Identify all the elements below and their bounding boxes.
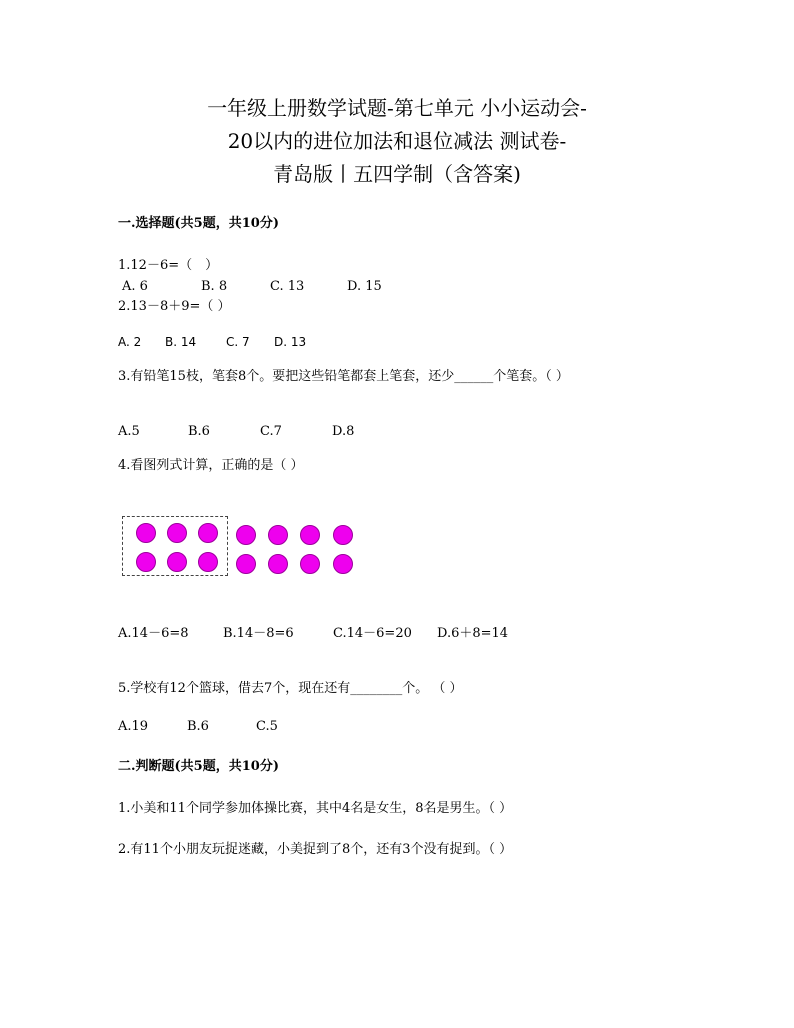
dot [198, 552, 218, 572]
dot [236, 525, 256, 545]
dot [167, 523, 187, 543]
dot-figure [122, 513, 362, 579]
option-a: A. 6 [122, 279, 148, 294]
option-b: B. 14 [165, 335, 197, 349]
option-c: C.7 [260, 424, 282, 439]
title-line-3: 青岛版丨五四学制（含答案) [273, 162, 521, 186]
title-line-2: 20以内的进位加法和退位减法 测试卷- [227, 129, 567, 153]
dot [300, 554, 320, 574]
option-c: C. 13 [270, 279, 305, 294]
option-a: A.19 [118, 719, 149, 734]
question-1-stem: 1.12－6=（ ） [118, 258, 219, 273]
dot [236, 554, 256, 574]
option-d: D.6＋8=14 [437, 626, 509, 641]
question-1-options [122, 279, 382, 295]
option-d: D. 15 [347, 279, 382, 294]
dot [167, 552, 187, 572]
section-heading-judge: 二.判断题(共5题，共10分) [118, 759, 279, 774]
option-d: D.8 [332, 424, 355, 439]
dot [333, 554, 353, 574]
question-3-options [118, 424, 354, 440]
question-5-stem: 5.学校有12个篮球，借去7个，现在还有________个。 （ ） [118, 681, 463, 696]
section-heading-choice: 一.选择题(共5题，共10分) [118, 216, 279, 231]
option-c: C.5 [256, 719, 278, 734]
judge-question-2: 2.有11个小朋友玩捉迷藏，小美捉到了8个，还有3个没有捉到。（ ） [118, 842, 513, 857]
question-3-stem: 3.有铅笔15枝，笔套8个。要把这些铅笔都套上笔套，还少______个笔套。（ ） [118, 369, 569, 384]
question-5-options [118, 719, 278, 735]
dot [198, 523, 218, 543]
question-4-options [118, 626, 508, 642]
option-c: C. 7 [226, 335, 250, 349]
option-a: A.5 [118, 424, 140, 439]
dot [136, 552, 156, 572]
question-4-stem: 4.看图列式计算，正确的是（ ） [118, 458, 304, 473]
dot [300, 525, 320, 545]
option-a: A. 2 [118, 335, 142, 349]
dot [268, 554, 288, 574]
option-b: B. 8 [201, 279, 228, 294]
option-c: C.14－6=20 [333, 626, 412, 641]
option-a: A.14－6=8 [118, 626, 189, 641]
dot [333, 525, 353, 545]
dot [136, 523, 156, 543]
question-2-stem: 2.13－8＋9=（ ） [118, 299, 231, 314]
dot [268, 525, 288, 545]
title-line-1: 一年级上册数学试题-第七单元 小小运动会- [207, 96, 587, 120]
option-b: B.6 [188, 424, 210, 439]
judge-question-1: 1.小美和11个同学参加体操比赛，其中4名是女生，8名是男生。（ ） [118, 801, 513, 816]
option-b: B.14－8=6 [223, 626, 294, 641]
question-2-options [118, 334, 306, 350]
option-d: D. 13 [274, 335, 307, 349]
option-b: B.6 [187, 719, 209, 734]
